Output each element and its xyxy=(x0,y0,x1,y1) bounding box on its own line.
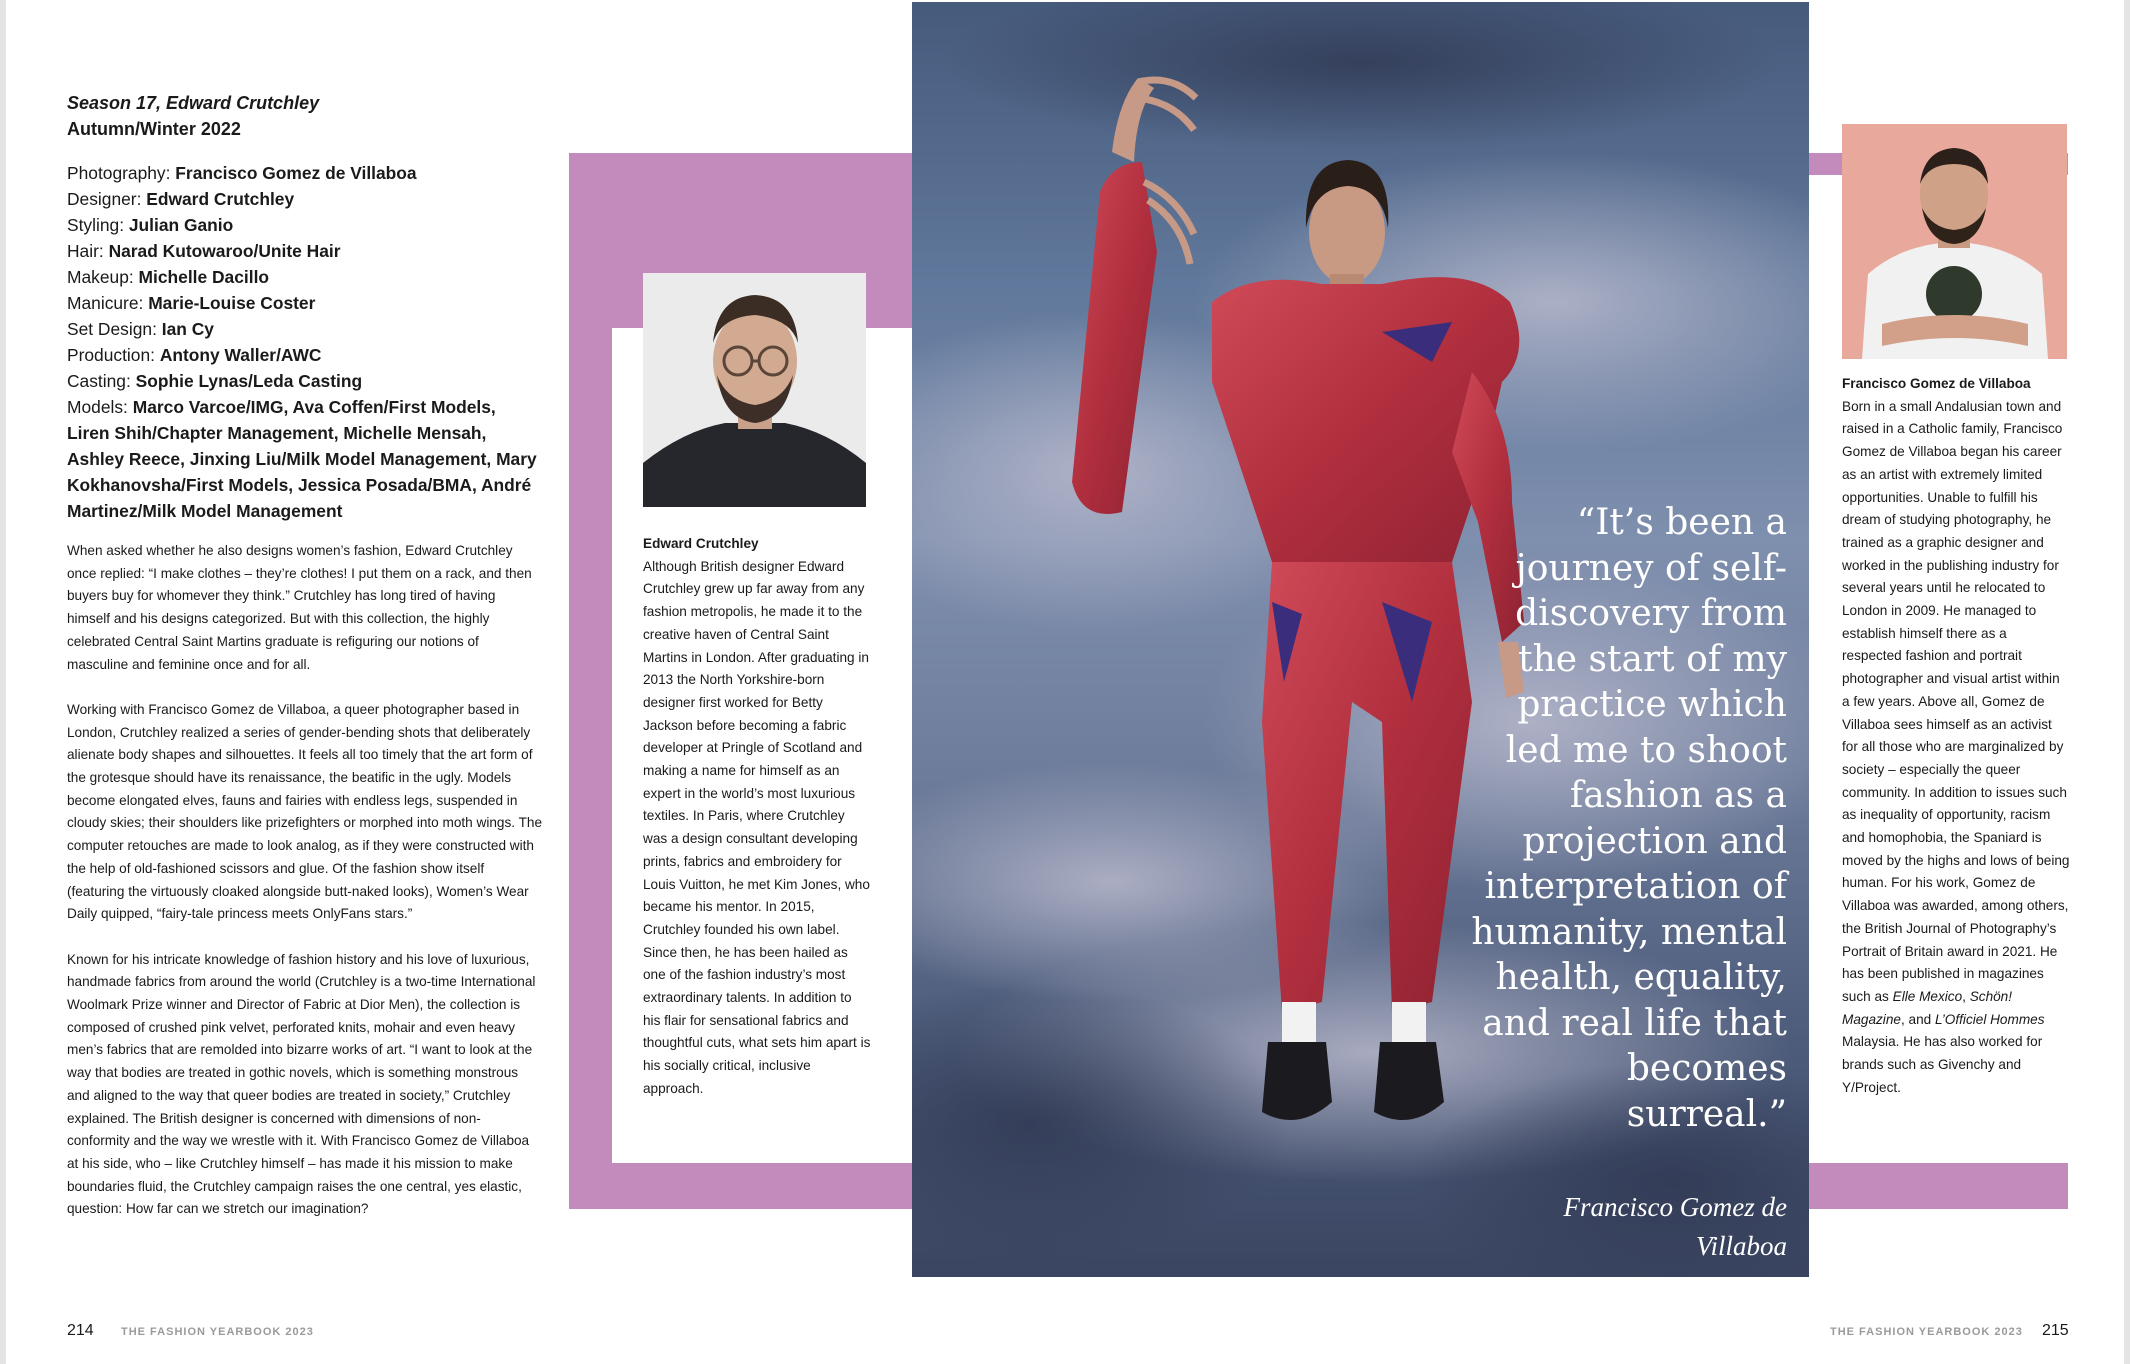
page-edge-left xyxy=(0,0,6,1364)
crutchley-portrait xyxy=(643,273,866,507)
credit-hair: Hair: Narad Kutowaroo/Unite Hair xyxy=(67,241,341,261)
villaboa-bio-name: Francisco Gomez de Villaboa xyxy=(1842,376,2031,391)
publication-name: L’Officiel Hommes xyxy=(1934,1011,2045,1027)
villaboa-portrait xyxy=(1842,124,2067,359)
credit-production: Production: Antony Waller/AWC xyxy=(67,345,322,365)
credit-photography: Photography: Francisco Gomez de Villaboa xyxy=(67,163,417,183)
running-title-left: THE FASHION YEARBOOK 2023 xyxy=(121,1326,314,1338)
credit-set-design: Set Design: Ian Cy xyxy=(67,319,214,339)
crutchley-bio-name: Edward Crutchley xyxy=(643,536,759,551)
article-paragraph: Working with Francisco Gomez de Villaboa, a queer photographer based in London, Crutchley realized a series of gender-bending shots that deliberately alienate body shapes and silhouettes. It feels all too timely that the art form of the grotesque should have its renaissance, the beatific in the ugly. Models become elongated elves, fauns and fairies with endless legs, suspended in cloudy skies; their shoulders like prizefighters or morphed into moth wings. The computer retouches are made to look analog, as if they were constructed with the help of old-fashioned scissors and glue. Of the fashion show itself (featuring the virtuously cloaked alongside butt-naked looks), Women’s Wear Daily quipped, “fairy-tale princess meets OnlyFans stars.” xyxy=(67,701,542,922)
credit-designer: Designer: Edward Crutchley xyxy=(67,189,295,209)
credit-casting: Casting: Sophie Lynas/Leda Casting xyxy=(67,371,363,391)
credit-manicure: Manicure: Marie-Louise Coster xyxy=(67,293,316,313)
credits-list xyxy=(67,160,542,524)
article-paragraph: When asked whether he also designs women’s fashion, Edward Crutchley once replied: “I make clothes – they’re clothes! I put them on a rack, and then buyers buy for whomever they think.” Crutchley has long tired of having himself and his designs categorized. But with this collection, the highly celebrated Central Saint Martins graduate is refiguring our notions of masculine and feminine once and for all. xyxy=(67,543,532,672)
left-column xyxy=(67,90,542,1244)
villaboa-bio-text: Born in a small Andalusian town and raised in a Catholic family, Francisco Gomez de Villaboa began his career as an artist with extremely limited opportunities. Unable to fulfill his dream of studying photography, he trained as a graphic designer and worked in the publishing industry for several years until he relocated to London in 2009. He managed to establish himself there as a respected fashion and portrait photographer and visual artist within a few years. Above all, Gomez de Villaboa sees himself as an activist for all those who are marginalized by society – especially the queer community. In addition to issues such as inequality of opportunity, racism and homophobia, the Spaniard is moved by the highs and lows of being human. For his work, Gomez de Villaboa was awarded, among others, the British Journal of Photography’s Portrait of Britain award in 2021. He has been published in magazines such as Elle Mexico, Schön! Magazine, and L’Officiel Hommes Malaysia. He has also worked for brands such as Givenchy and Y/Project. xyxy=(1842,398,2070,1095)
credit-makeup: Makeup: Michelle Dacillo xyxy=(67,267,270,287)
pull-quote: “It’s been a journey of self-discovery from the start of my practice which led me to shoot fashion as a projection and interpretation of humanity, mental health, equality, and real life that becomes surreal.” xyxy=(1471,502,1787,1135)
publication-name: Schön! Magazine xyxy=(1842,988,2013,1027)
crutchley-bio xyxy=(643,533,871,1101)
page-edge-right xyxy=(2124,0,2130,1364)
credit-styling: Styling: Julian Ganio xyxy=(67,215,234,235)
campaign-photo xyxy=(912,2,1809,1277)
page-number-right: 215 xyxy=(2042,1322,2069,1339)
page-number-left: 214 xyxy=(67,1322,94,1339)
running-title-right: THE FASHION YEARBOOK 2023 xyxy=(1830,1326,2023,1338)
collection-title: Autumn/Winter 2022 xyxy=(67,119,241,139)
publication-name: Elle Mexico xyxy=(1892,988,1963,1004)
pull-quote-author: Francisco Gomez de Villaboa xyxy=(1563,1192,1787,1261)
villaboa-bio xyxy=(1842,373,2070,1100)
article-body xyxy=(67,540,542,1221)
crutchley-portrait-image xyxy=(643,273,866,507)
article-paragraph: Known for his intricate knowledge of fashion history and his love of luxurious, handmade fabrics from around the world (Crutchley is a two-time International Woolmark Prize winner and Director of Fabric at Dior Men), the collection is composed of crushed pink velvet, perforated knits, mohair and even heavy men’s fabrics that are remolded into bizarre works of art. “I want to look at the way that bodies are treated in gothic novels, which is something monstrous and aligned to the way that queer bodies are treated in society,” Crutchley explained. The British designer is concerned with dimensions of non-conformity and the way we wrestle with it. With Francisco Gomez de Villaboa at his side, who – like Crutchley himself – has made it his mission to make boundaries fluid, the Crutchley campaign raises the one central, yes elastic, question: How far can we stretch our imagination? xyxy=(67,951,536,1217)
season-title: Season 17, Edward Crutchley xyxy=(67,93,320,113)
credit-models: Models: Marco Varcoe/IMG, Ava Coffen/First Models, Liren Shih/Chapter Management, Michelle Mensah, Ashley Reece, Jinxing Liu/Milk Model Management, Mary Kokhanovsha/First Models, Jessica Posada/BMA, André Martinez/Milk Model Management xyxy=(67,397,537,521)
crutchley-bio-text: Although British designer Edward Crutchley grew up far away from any fashion metropolis, he made it to the creative haven of Central Saint Martins in London. After graduating in 2013 the North Yorkshire-born designer first worked for Betty Jackson before becoming a fabric developer at Pringle of Scotland and making a name for himself as an expert in the world’s most luxurious textiles. In Paris, where Crutchley was a design consultant developing prints, fabrics and embroidery for Louis Vuitton, he met Kim Jones, who became his mentor. In 2015, Crutchley founded his own label. Since then, he has been hailed as one of the fashion industry’s most extraordinary talents. In addition to his flair for sensational fabrics and thoughtful cuts, what sets him apart is his socially critical, inclusive approach. xyxy=(643,558,871,1096)
villaboa-portrait-image xyxy=(1842,124,2067,359)
